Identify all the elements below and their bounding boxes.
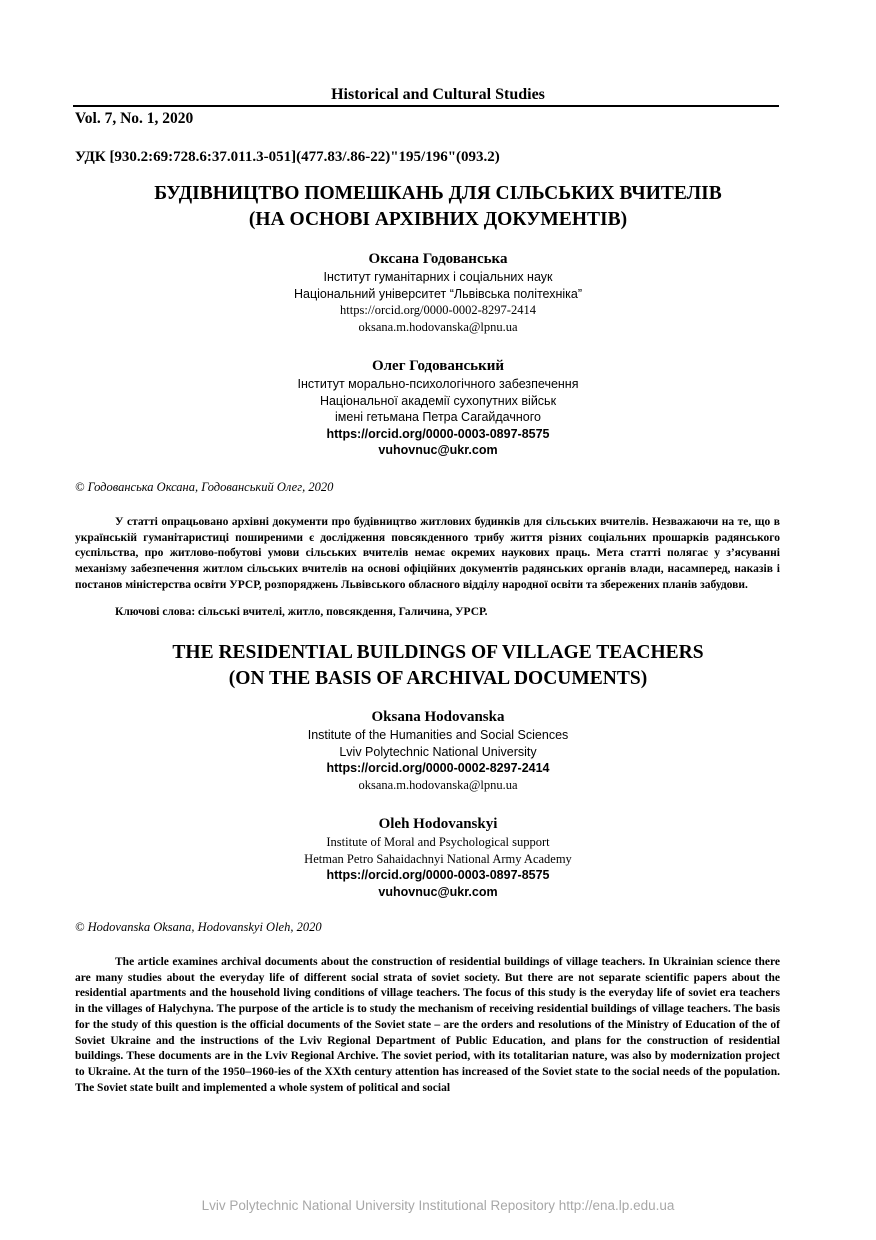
ua-author1-aff2: Національний університет “Львівська політехніка”: [293, 286, 583, 301]
en-author1-name: Oksana Hodovanska: [371, 709, 505, 725]
en-author2-aff2: Hetman Petro Sahaidachnyi National Army Academy: [304, 851, 572, 866]
ua-author2-name: Олег Годованський: [371, 358, 505, 374]
ua-author1-block: [0, 249, 876, 335]
journal-title: Historical and Cultural Studies: [331, 86, 545, 103]
volume-info: Vol. 7, No. 1, 2020: [75, 110, 194, 127]
en-title-line2: (ON THE BASIS OF ARCHIVAL DOCUMENTS): [228, 668, 648, 689]
repository-footer: Lviv Polytechnic National University Institutional Repository http://ena.lp.edu.ua: [201, 1198, 675, 1213]
ua-title: [0, 181, 876, 233]
en-title-line1: THE RESIDENTIAL BUILDINGS OF VILLAGE TEACHERS: [172, 642, 704, 663]
en-abstract: [75, 955, 780, 1096]
ua-author2-aff2: Національної академії сухопутних військ: [319, 393, 557, 408]
en-author2-email[interactable]: vuhovnuc@ukr.com: [378, 884, 498, 899]
en-copyright: © Hodovanska Oksana, Hodovanskyi Oleh, 2020: [75, 920, 322, 934]
en-author2-orcid[interactable]: https://orcid.org/0000-0003-0897-8575: [326, 868, 550, 882]
en-author1-block: [0, 707, 876, 793]
en-author2-block: [0, 814, 876, 900]
ua-title-line1: БУДІВНИЦТВО ПОМЕШКАНЬ ДЛЯ СІЛЬСЬКИХ ВЧИТЕЛІВ: [154, 183, 722, 204]
ua-author1-orcid[interactable]: https://orcid.org/0000-0002-8297-2414: [340, 303, 536, 317]
ua-author2-aff3: імені гетьмана Петра Сагайдачного: [335, 410, 541, 424]
en-author2-aff1: Institute of Moral and Psychological support: [326, 835, 550, 849]
en-author1-orcid[interactable]: https://orcid.org/0000-0002-8297-2414: [326, 761, 550, 775]
en-author1-email[interactable]: oksana.m.hodovanska@lpnu.ua: [358, 777, 518, 792]
en-author2-name: Oleh Hodovanskyi: [378, 816, 498, 832]
en-author1-aff2: Lviv Polytechnic National University: [339, 744, 537, 759]
ua-abstract: [75, 515, 780, 594]
en-title: [0, 640, 876, 692]
ua-author2-orcid[interactable]: https://orcid.org/0000-0003-0897-8575: [326, 426, 550, 441]
en-author1-aff1: Institute of the Humanities and Social Sciences: [307, 728, 569, 742]
ua-abstract-text: У статті опрацьовано архівні документи про будівництво житлових будинків для сільських вчителів. Незважаючи на те, що в українській гуманітаристиці поширеними є дослідження повсякденного трибу життя різних соціальних прошарків радянського суспільства, про житлово-побутові умови сільських вчителів немає окремих наукових праць. Мета статті полягає у з’ясуванні механізму забезпечення житлом сільських вчителів на основі офіційних документів радянських органів влади, насамперед, наказів і постанов міністерства освіти УРСР, розпоряджень Львівського обласного відділу народної освіти та збережених планів забудови.: [75, 516, 780, 591]
ua-author1-email[interactable]: oksana.m.hodovanska@lpnu.ua: [358, 319, 518, 334]
ua-title-line2: (НА ОСНОВІ АРХІВНИХ ДОКУМЕНТІВ): [248, 209, 628, 230]
header-rule: [73, 105, 779, 107]
ua-copyright: © Годованська Оксана, Годованський Олег, 2020: [75, 480, 334, 494]
ua-author2-email[interactable]: vuhovnuc@ukr.com: [378, 443, 498, 457]
udk-code: УДК [930.2:69:728.6:37.011.3-051](477.83/.86-22)"195/196"(093.2): [75, 149, 500, 165]
ua-author2-block: [0, 356, 876, 459]
ua-author1-aff1: Інститут гуманітарних і соціальних наук: [323, 270, 553, 284]
ua-author2-aff1: Інститут морально-психологічного забезпечення: [297, 377, 579, 391]
ua-keywords: Ключові слова: сільські вчителі, житло, повсякдення, Галичина, УРСР.: [115, 606, 488, 618]
ua-author1-name: Оксана Годованська: [368, 251, 508, 267]
en-abstract-text: The article examines archival documents about the construction of residential buildings of village teachers. In Ukrainian science there are many studies about the everyday life of different social strata of soviet society. But there are not separate scientific papers about the residential apartments and the household living conditions of village teachers. The focus of this study is the everyday life of soviet era teachers in the villages of Halychyna. The purpose of the article is to study the mechanism of receiving residential buildings of village teachers. The basis for the study of this question is the official documents of the Soviet state – are the orders and resolutions of the Ministry of Education of the of Soviet Ukraine and the instructions of the Lviv Regional Department of Public Education, and plans for the construction of residential buildings. These documents are in the Lviv Regional Archive. The soviet period, with its totalitarian nature, was also by modernization project to Ukraine. At the turn of the 1950–1960-ies of the XXth century attention has increased of the Soviet state to the social needs of the population. The Soviet state built and implemented a whole system of political and social: [75, 956, 780, 1094]
